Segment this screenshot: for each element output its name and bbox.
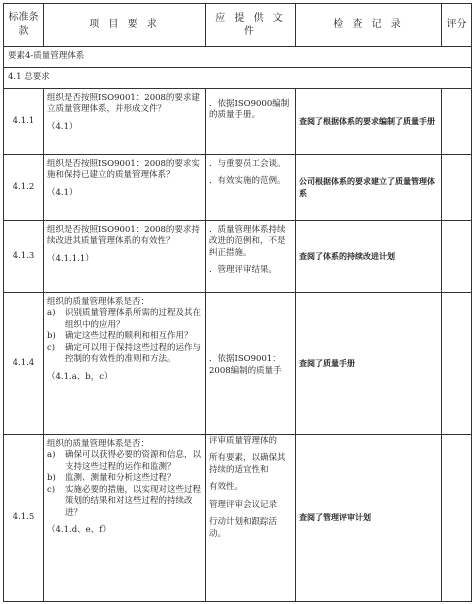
table-row xyxy=(4,155,472,221)
audit-checklist-table xyxy=(3,3,472,602)
record-cell: 公司根据体系的要求建立了质量管理体系 xyxy=(296,155,442,221)
record-cell: 查阅了管理评审计划 xyxy=(296,435,442,602)
score-cell[interactable] xyxy=(442,155,472,221)
clause-number: 4.1.3 xyxy=(4,221,44,293)
requirement-ref: （4.1.a、b，c） xyxy=(47,371,113,382)
document-item: ．依据ISO9000编制的质量手册。 xyxy=(209,99,290,121)
subsection-row xyxy=(4,68,472,89)
document-item: 有效性。 xyxy=(209,482,244,493)
requirement-text: 组织的质量管理体系是否： xyxy=(47,297,150,307)
document-item: ．质量管理体系持续改进的范例和，不是纠正措施。 xyxy=(209,225,286,258)
header-clause: 标准条款 xyxy=(4,4,44,47)
list-item: c) 确定可以用于保持这些过程的运作与控制的有效性的准则和方法。 xyxy=(47,342,202,365)
table-row xyxy=(4,435,472,602)
score-cell[interactable] xyxy=(442,221,472,293)
list-item: a) 确保可以获得必要的资源和信息，以支持这些过程的运作和监测？ xyxy=(47,450,202,472)
requirement-ref: （4.1） xyxy=(47,187,78,198)
documents-cell xyxy=(206,221,296,293)
requirement-text: 组织是否按照ISO9001：2008的要求实施和保持已建立的质量管理体系？ xyxy=(47,159,200,181)
document-item: 评审质量管理体的 xyxy=(209,436,278,446)
requirement-text: 组织的质量管理体系是否： xyxy=(47,439,150,449)
document-item: ．管理评审结果。 xyxy=(209,265,278,276)
requirement-ref: （4.1.1.1） xyxy=(47,253,94,264)
table-row xyxy=(4,89,472,155)
clause-number: 4.1.4 xyxy=(4,293,44,435)
document-item: ．有效实施的范例。 xyxy=(209,176,286,187)
documents-cell xyxy=(206,155,296,221)
document-item: ．依据ISO9001：2008编制的质量手 xyxy=(209,354,282,376)
requirement-cell xyxy=(44,435,206,602)
record-cell: 查阅了质量手册 xyxy=(296,293,442,435)
requirement-cell xyxy=(44,293,206,435)
requirement-cell xyxy=(44,155,206,221)
header-documents: 应 提 供 文 件 xyxy=(206,4,296,47)
header-record: 检 查 记 录 xyxy=(296,4,442,47)
clause-number: 4.1.1 xyxy=(4,89,44,155)
clause-number: 4.1.2 xyxy=(4,155,44,221)
requirement-ref: （4.1.d、e、f） xyxy=(47,525,111,536)
requirement-ref: （4.1） xyxy=(47,121,78,132)
list-item: b) 监测、测量和分析这些过程？ xyxy=(47,473,176,484)
header-row xyxy=(4,4,472,47)
subsection-title: 4.1 总要求 xyxy=(4,68,472,89)
documents-cell xyxy=(206,89,296,155)
document-item: ．与重要员工会谈。 xyxy=(209,159,286,169)
list-item: b) 确定这些过程的顺利和相互作用？ xyxy=(47,331,193,342)
header-score: 评分 xyxy=(442,4,472,47)
list-item: a) 识别质量管理体系所需的过程及其在组织中的应用？ xyxy=(47,308,202,330)
record-cell: 查阅了根据体系的要求编制了质量手册 xyxy=(296,89,442,155)
documents-cell xyxy=(206,293,296,435)
list-item: c) 实施必要的措施，以实现对这些过程策划的结果和对这些过程的持续改进？ xyxy=(47,484,202,518)
section-row xyxy=(4,47,472,68)
score-cell[interactable] xyxy=(442,435,472,602)
header-requirement: 项 目 要 求 xyxy=(44,4,206,47)
document-item: 所有要素，以确保其持续的适宜性和 xyxy=(209,453,286,475)
requirement-cell xyxy=(44,89,206,155)
requirement-text: 组织是否按照ISO9001：2008的要求建立质量管理体系，并形成文件？ xyxy=(47,93,200,115)
document-item: 行动计划和跟踪活动。 xyxy=(209,517,278,539)
table-row xyxy=(4,293,472,435)
table-row xyxy=(4,221,472,293)
record-cell: 查阅了体系的持续改进计划 xyxy=(296,221,442,293)
requirement-text: 组织是否按照ISO9001：2008的要求持续改进其质量管理体系的有效性？ xyxy=(47,225,200,247)
documents-cell xyxy=(206,435,296,602)
clause-number: 4.1.5 xyxy=(4,435,44,602)
score-cell[interactable] xyxy=(442,89,472,155)
section-title: 要素4-质量管理体系 xyxy=(4,47,472,68)
requirement-cell xyxy=(44,221,206,293)
document-item: 管理评审会议记录 xyxy=(209,499,278,510)
score-cell[interactable] xyxy=(442,293,472,435)
